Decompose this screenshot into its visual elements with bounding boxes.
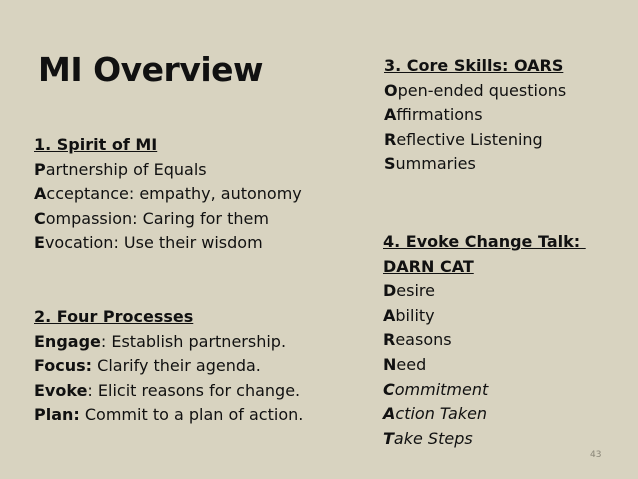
spirit-item-lead: E (34, 233, 45, 253)
oars-item (384, 79, 566, 104)
process-item-text: Clarify their agenda. (92, 356, 261, 376)
oars-item-lead: R (384, 129, 397, 149)
darn-item (383, 353, 586, 378)
oars-item-text: eflective Listening (396, 129, 543, 149)
process-item (34, 330, 303, 355)
page-number: 43 (590, 450, 602, 460)
oars-item-lead: S (384, 154, 396, 174)
spirit-item-lead: A (34, 184, 47, 204)
darn-subheading: DARN CAT (383, 256, 474, 276)
spirit-item (34, 182, 302, 207)
process-item-lead: Evoke (34, 380, 88, 400)
oars-item (384, 103, 566, 128)
oars-heading: 3. Core Skills: OARS (384, 56, 564, 75)
cat-item (383, 427, 586, 452)
spirit-item-text: ompassion: Caring for them (45, 208, 269, 228)
darn-item-lead: R (383, 330, 396, 350)
cat-item-lead: T (383, 428, 394, 448)
process-item-text: : Elicit reasons for change. (87, 380, 301, 400)
spirit-item-text: cceptance: empathy, autonomy (46, 184, 302, 204)
oars-item-lead: O (384, 80, 398, 100)
darn-item-text: eed (396, 354, 427, 374)
cat-item-text: ommitment (394, 379, 489, 399)
process-item-lead: Plan: (34, 405, 80, 425)
cat-item (383, 402, 586, 427)
cat-item-text: ake Steps (393, 428, 473, 448)
process-item-text: : Establish partnership. (100, 331, 287, 351)
oars-item-text: pen-ended questions (397, 80, 567, 100)
process-item (34, 379, 303, 404)
oars-item-text: ummaries (395, 154, 476, 174)
darn-item-lead: N (383, 354, 397, 374)
oars-item (384, 128, 566, 153)
oars-item (384, 152, 566, 177)
evoke-change-talk-section (383, 230, 586, 451)
process-item-lead: Focus: (34, 356, 93, 376)
darn-heading: 4. Evoke Change Talk: (383, 232, 586, 251)
spirit-item (34, 231, 302, 256)
process-item (34, 403, 303, 428)
oars-item-lead: A (384, 105, 397, 125)
four-processes-section (34, 305, 303, 428)
spirit-item-text: artnership of Equals (45, 159, 207, 179)
darn-item-lead: A (383, 305, 396, 325)
spirit-item-lead: P (34, 159, 46, 179)
process-item (34, 354, 303, 379)
spirit-heading: 1. Spirit of MI (34, 135, 158, 154)
cat-item-lead: C (383, 379, 395, 399)
slide-title: MI Overview (38, 50, 264, 89)
spirit-item (34, 207, 302, 232)
spirit-of-mi-section (34, 133, 302, 256)
spirit-item-text: vocation: Use their wisdom (44, 233, 263, 253)
processes-heading: 2. Four Processes (34, 307, 194, 326)
darn-item (383, 328, 586, 353)
process-item-text: Commit to a plan of action. (79, 405, 304, 425)
cat-item (383, 378, 586, 403)
spirit-item (34, 158, 302, 183)
process-item-lead: Engage (34, 331, 101, 351)
darn-item-text: bility (395, 305, 435, 325)
cat-item-text: ction Taken (395, 404, 488, 424)
core-skills-oars-section (384, 54, 566, 177)
spirit-item-lead: C (34, 208, 46, 228)
darn-item-text: easons (395, 330, 452, 350)
darn-item-text: esire (396, 281, 435, 301)
darn-item (383, 304, 586, 329)
cat-item-lead: A (383, 404, 396, 424)
oars-item-text: ffirmations (396, 105, 483, 125)
darn-item-lead: D (383, 281, 397, 301)
darn-item (383, 279, 586, 304)
